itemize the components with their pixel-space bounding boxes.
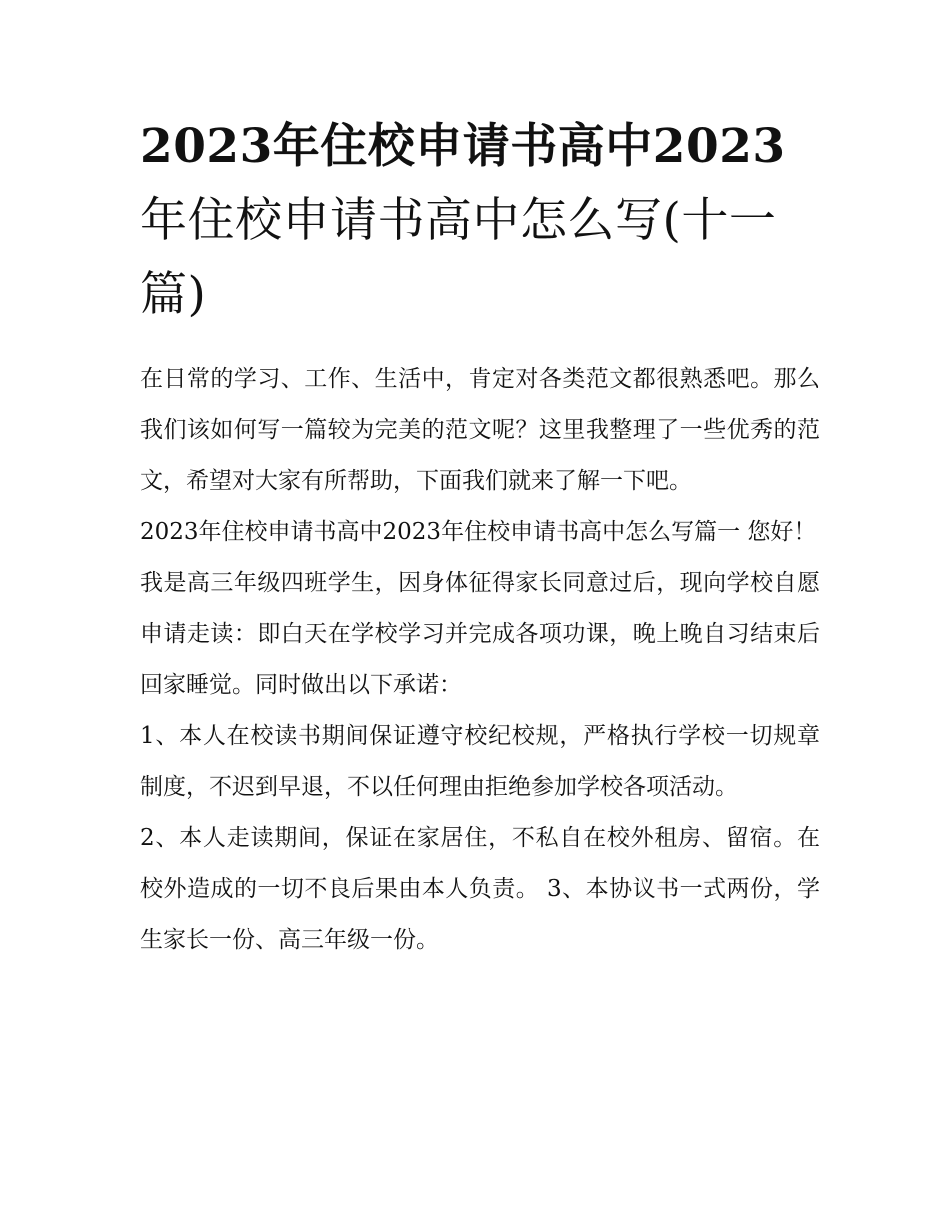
intro-paragraph: 在日常的学习、工作、生活中，肯定对各类范文都很熟悉吧。那么我们该如何写一篇较为完美的范文呢？这里我整理了一些优秀的范文，希望对大家有所帮助，下面我们就来了解一下吧。: [140, 366, 820, 494]
title-line-bold: 2023年住校申请书高中2023: [140, 119, 786, 174]
commitment-item-2: 2、本人走读期间，保证在家居住，不私自在校外租房、留宿。在校外造成的一切不良后果由本人负责。 3、本协议书一式两份，学生家长一份、高三年级一份。: [140, 825, 820, 953]
section-heading-paragraph: 2023年住校申请书高中2023年住校申请书高中怎么写篇一 您好！: [140, 519, 817, 545]
document-body: [140, 110, 820, 966]
body-paragraph: 我是高三年级四班学生，因身体征得家长同意过后，现向学校自愿申请走读：即白天在学校学习并完成各项功课，晚上晚自习结束后回家睡觉。同时做出以下承诺：: [140, 570, 820, 698]
commitment-item-1: 1、本人在校读书期间保证遵守校纪校规，严格执行学校一切规章制度，不迟到早退，不以任何理由拒绝参加学校各项活动。: [140, 723, 820, 800]
document-title: [140, 110, 820, 332]
title-line-rest: 年住校申请书高中怎么写(十一篇): [140, 193, 777, 322]
